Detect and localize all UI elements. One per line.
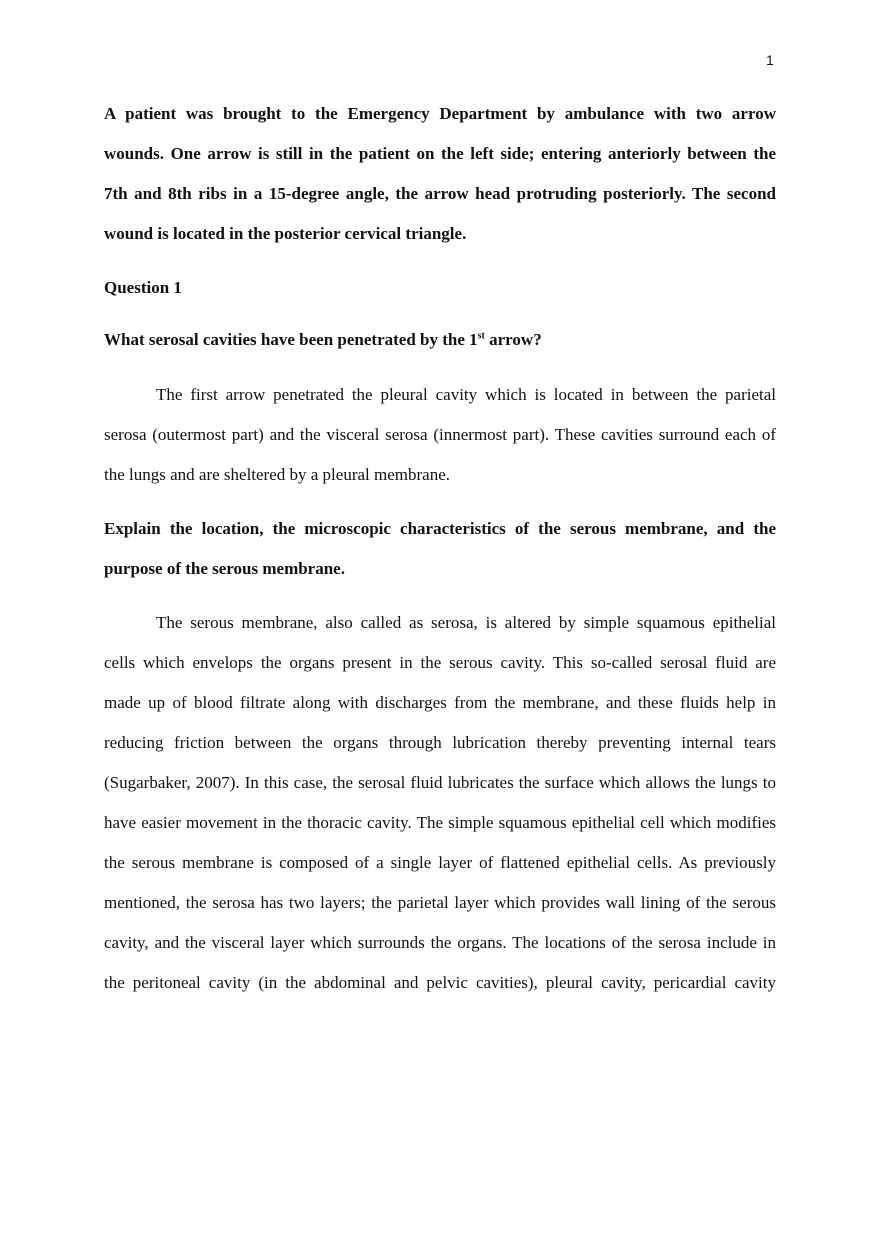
- text-line: mentioned, the serosa has two layers; the parietal layer which provides wall lining of the serous: [104, 893, 776, 912]
- text-line: wound is located in the posterior cervical triangle.: [104, 224, 467, 243]
- question-text: [104, 328, 776, 368]
- superscript: st: [477, 330, 485, 342]
- text-line: A patient was brought to the Emergency Department by ambulance with two arrow: [104, 104, 776, 123]
- text-line: serosa (outermost part) and the visceral serosa (innermost part). These cavities surround each of: [104, 425, 776, 444]
- text-line: purpose of the serous membrane.: [104, 559, 345, 578]
- text-line: cells which envelops the organs present in the serous cavity. This so-called serosal fluid are: [104, 653, 776, 672]
- text-line: reducing friction between the organs through lubrication thereby preventing internal tears: [104, 733, 776, 752]
- text-line: (Sugarbaker, 2007). In this case, the serosal fluid lubricates the surface which allows the lungs to: [104, 773, 776, 792]
- case-intro: [104, 102, 776, 262]
- question-heading: [104, 276, 776, 316]
- question-2: [104, 517, 776, 597]
- answer-2: [104, 611, 776, 1011]
- question-1: [104, 328, 776, 368]
- text-line: wounds. One arrow is still in the patient on the left side; entering anteriorly between the: [104, 144, 776, 163]
- text-line: 7th and 8th ribs in a 15-degree angle, the arrow head protruding posteriorly. The second: [104, 184, 776, 203]
- text-line: cavity, and the visceral layer which surrounds the organs. The locations of the serosa include in: [104, 933, 776, 952]
- text-line: have easier movement in the thoracic cavity. The simple squamous epithelial cell which modifies: [104, 813, 776, 832]
- answer-1: [104, 383, 776, 503]
- text-line: Explain the location, the microscopic characteristics of the serous membrane, and the: [104, 519, 776, 538]
- text-line: The serous membrane, also called as serosa, is altered by simple squamous epithelial: [156, 613, 776, 632]
- text-line: The first arrow penetrated the pleural cavity which is located in between the parietal: [156, 385, 776, 404]
- page-number: 1: [766, 52, 774, 68]
- text-line: the lungs and are sheltered by a pleural membrane.: [104, 465, 451, 484]
- heading-text: Question 1: [104, 278, 182, 297]
- text-line: the peritoneal cavity (in the abdominal and pelvic cavities), pleural cavity, pericardial cavity: [104, 973, 776, 992]
- text-line: the serous membrane is composed of a single layer of flattened epithelial cells. As previously: [104, 853, 776, 872]
- question-text-part: arrow?: [484, 330, 542, 349]
- question-text-part: What serosal cavities have been penetrated by the 1: [104, 330, 478, 349]
- text-line: made up of blood filtrate along with discharges from the membrane, and these fluids help in: [104, 693, 776, 712]
